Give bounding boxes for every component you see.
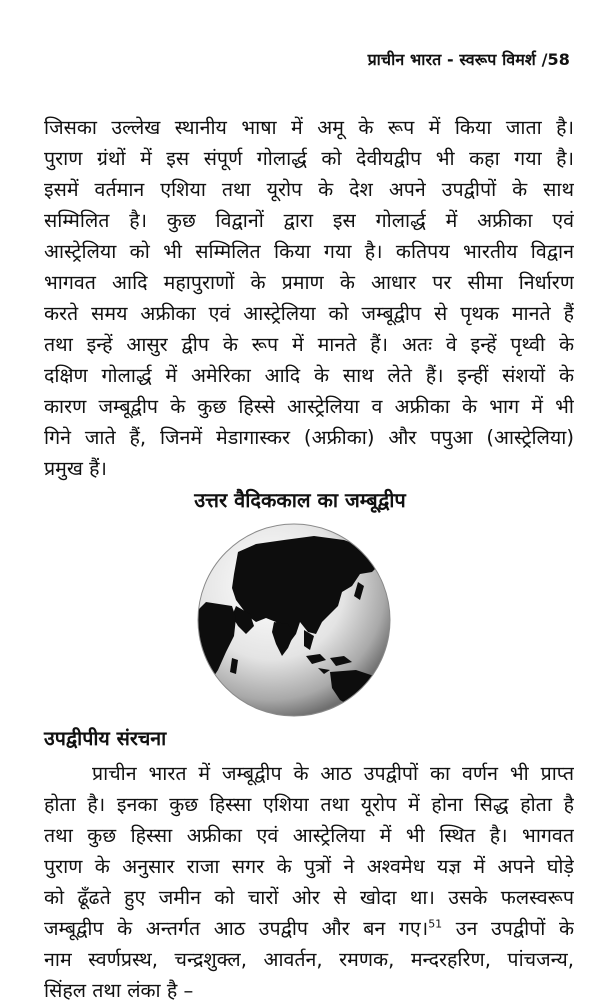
text-line: कारण जम्बूद्वीप के कुछ हिस्से आस्ट्रेलिया व अफ्रीका के भाग में भी	[44, 395, 574, 418]
text-line: दक्षिण गोलार्द्ध में अमेरिका आदि के साथ लेते हैं। इन्हीं संशयों के	[44, 364, 574, 387]
text-line: सिंहल तथा लंका है –	[44, 979, 194, 1002]
text-line: करते समय अफ्रीका एवं आस्ट्रेलिया को जम्बूद्वीप से पृथक मानते हैं	[44, 302, 574, 325]
section-heading: उपद्वीपीय संरचना	[44, 727, 167, 750]
text-line: गिने जाते हैं, जिनमें मेडागास्कर (अफ्रीका) और पपुआ (आस्ट्रेलिया)	[44, 426, 574, 449]
text-segment: उन उपद्वीपों के	[455, 917, 574, 940]
running-head: प्राचीन भारत - स्वरूप विमर्श /58	[367, 50, 570, 69]
text-line: तथा कुछ हिस्सा अफ्रीका एवं आस्ट्रेलिया में भी स्थित है। भागवत	[44, 824, 574, 847]
text-line: नाम स्वर्णप्रस्थ, चन्द्रशुक्ल, आवर्तन, रमणक, मन्दरहरिण, पांचजन्य,	[44, 948, 574, 971]
text-line: प्राचीन भारत में जम्बूद्वीप के आठ उपद्वीपों का वर्णन भी प्राप्त	[92, 762, 574, 785]
paragraph-1	[44, 112, 574, 484]
globe-map-icon	[196, 522, 392, 718]
text-line: सम्मिलित है। कुछ विद्वानों द्वारा इस गोलार्द्ध में अफ्रीका एवं	[44, 209, 574, 232]
text-line: इसमें वर्तमान एशिया तथा यूरोप के देश अपने उपद्वीपों के साथ	[44, 178, 574, 201]
text-line: पुराण ग्रंथों में इस संपूर्ण गोलार्द्ध को देवीयद्वीप भी कहा गया है।	[44, 147, 574, 170]
figure-caption: उत्तर वैदिककाल का जम्बूद्वीप	[194, 488, 406, 512]
text-segment: जम्बूद्वीप के अन्तर्गत आठ उपद्वीप और बन गए।	[44, 917, 429, 940]
paragraph-2	[44, 758, 574, 1006]
text-line: होता है। इनका कुछ हिस्सा एशिया तथा यूरोप में होना सिद्ध होता है	[44, 793, 574, 816]
text-line: को ढूँढते हुए जमीन को चारों ओर से खोदा था। उसके फलस्वरूप	[44, 886, 574, 909]
text-line	[44, 913, 574, 944]
text-line: भागवत आदि महापुराणों के प्रमाण के आधार पर सीमा निर्धारण	[44, 271, 574, 294]
text-line: आस्ट्रेलिया को भी सम्मिलित किया गया है। कतिपय भारतीय विद्वान	[44, 240, 574, 263]
text-line: प्रमुख हैं।	[44, 457, 107, 480]
footnote-marker: 51	[428, 917, 443, 931]
text-line: जिसका उल्लेख स्थानीय भाषा में अमू के रूप में किया जाता है।	[44, 116, 574, 139]
text-line: तथा इन्हें आसुर द्वीप के रूप में मानते हैं। अतः वे इन्हें पृथ्वी के	[44, 333, 574, 356]
text-line: पुराण के अनुसार राजा सगर के पुत्रों ने अश्वमेध यज्ञ में अपने घोड़े	[44, 855, 574, 878]
